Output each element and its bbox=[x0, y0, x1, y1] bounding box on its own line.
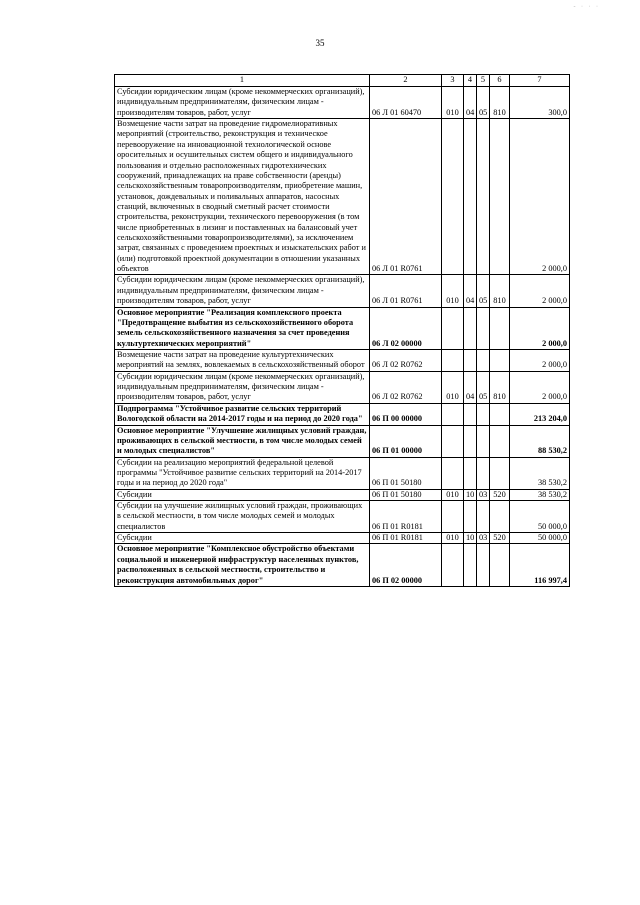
row-section-cell bbox=[464, 119, 477, 275]
row-amount-cell: 2 000,0 bbox=[510, 275, 570, 307]
row-expense-type-cell: 520 bbox=[490, 489, 510, 500]
row-expense-type-cell bbox=[490, 307, 510, 349]
row-code-cell: 06 П 00 00000 bbox=[370, 403, 442, 425]
table-row bbox=[115, 544, 570, 586]
header-col-1: 1 bbox=[115, 75, 370, 87]
row-ministry-cell bbox=[442, 403, 464, 425]
row-subsection-cell: 05 bbox=[477, 87, 490, 119]
row-section-cell: 04 bbox=[464, 275, 477, 307]
table-row bbox=[115, 403, 570, 425]
row-amount-cell: 50 000,0 bbox=[510, 533, 570, 544]
row-name-cell: Основное мероприятие "Улучшение жилищных условий граждан, проживающих в сельской местности, в том числе молодых семей и молодых специалистов" bbox=[115, 425, 370, 457]
row-code-cell: 06 Л 01 R0761 bbox=[370, 275, 442, 307]
row-section-cell bbox=[464, 457, 477, 489]
header-col-7: 7 bbox=[510, 75, 570, 87]
table-row bbox=[115, 533, 570, 544]
row-name-cell: Подпрограмма "Устойчивое развитие сельских территорий Вологодской области на 2014-2017 годы и на период до 2020 года" bbox=[115, 403, 370, 425]
table-row bbox=[115, 119, 570, 275]
row-code-cell: 06 Л 01 60470 bbox=[370, 87, 442, 119]
row-ministry-cell: 010 bbox=[442, 275, 464, 307]
row-code-cell: 06 П 01 R0181 bbox=[370, 501, 442, 533]
row-code-cell: 06 Л 01 R0761 bbox=[370, 119, 442, 275]
row-name-cell: Основное мероприятие "Комплексное обустройство объектами социальной и инженерной инфраструктур населенных пунктов, расположенных в сельской местности, строительство и реконструкция автомобильных дорог" bbox=[115, 544, 370, 586]
row-name-cell: Основное мероприятие "Реализация комплексного проекта "Предотвращение выбытия из сельскохозяйственного оборота земель сельскохозяйственного назначения за счет проведения культуртехнических мероприятий" bbox=[115, 307, 370, 349]
table-row bbox=[115, 87, 570, 119]
row-ministry-cell bbox=[442, 501, 464, 533]
row-code-cell: 06 П 01 R0181 bbox=[370, 533, 442, 544]
header-col-3: 3 bbox=[442, 75, 464, 87]
row-subsection-cell: 03 bbox=[477, 533, 490, 544]
table-row bbox=[115, 501, 570, 533]
row-subsection-cell bbox=[477, 501, 490, 533]
row-amount-cell: 38 530,2 bbox=[510, 457, 570, 489]
row-expense-type-cell bbox=[490, 403, 510, 425]
row-section-cell: 04 bbox=[464, 87, 477, 119]
row-code-cell: 06 П 01 00000 bbox=[370, 425, 442, 457]
row-subsection-cell: 05 bbox=[477, 275, 490, 307]
row-name-cell: Возмещение части затрат на проведение культуртехнических мероприятий на землях, вовлекаемых в сельскохозяйственный оборот bbox=[115, 349, 370, 371]
table-row bbox=[115, 489, 570, 500]
row-ministry-cell bbox=[442, 119, 464, 275]
row-code-cell: 06 П 02 00000 bbox=[370, 544, 442, 586]
row-code-cell: 06 Л 02 R0762 bbox=[370, 371, 442, 403]
row-ministry-cell bbox=[442, 307, 464, 349]
table-row bbox=[115, 275, 570, 307]
row-code-cell: 06 Л 02 R0762 bbox=[370, 349, 442, 371]
row-code-cell: 06 Л 02 00000 bbox=[370, 307, 442, 349]
row-section-cell bbox=[464, 349, 477, 371]
row-name-cell: Субсидии юридическим лицам (кроме некоммерческих организаций), индивидуальным предпринимателям, физическим лицам - производителям товаров, работ, услуг bbox=[115, 371, 370, 403]
row-ministry-cell bbox=[442, 349, 464, 371]
row-amount-cell: 88 530,2 bbox=[510, 425, 570, 457]
header-col-6: 6 bbox=[490, 75, 510, 87]
table-row bbox=[115, 349, 570, 371]
row-ministry-cell: 010 bbox=[442, 87, 464, 119]
row-amount-cell: 2 000,0 bbox=[510, 119, 570, 275]
row-code-cell: 06 П 01 50180 bbox=[370, 489, 442, 500]
row-section-cell: 10 bbox=[464, 533, 477, 544]
row-subsection-cell: 03 bbox=[477, 489, 490, 500]
header-col-2: 2 bbox=[370, 75, 442, 87]
table-row bbox=[115, 307, 570, 349]
row-amount-cell: 50 000,0 bbox=[510, 501, 570, 533]
row-expense-type-cell bbox=[490, 425, 510, 457]
row-expense-type-cell: 810 bbox=[490, 275, 510, 307]
row-ministry-cell: 010 bbox=[442, 371, 464, 403]
row-amount-cell: 300,0 bbox=[510, 87, 570, 119]
row-section-cell: 04 bbox=[464, 371, 477, 403]
corner-mark: - · · · bbox=[573, 4, 600, 10]
row-name-cell: Возмещение части затрат на проведение гидромелиоративных мероприятий (строительство, реконструкция и техническое перевооружение на инновационной технологической основе оросительных и осушительных систем общего и индивидуального пользования и отдельно расположенных гидротехнических сооружений, принадлежащих на праве собственности (аренды) сельскохозяйственным товаропроизводителям, приобретение машин, установок, дождевальных и поливальных аппаратов, насосных станций, включенных в сводный сметный расчет стоимости строительства, реконструкции, технического перевооружения (в том числе приобретенных в лизинг и поставленных на балансовый учет сельскохозяйственными товаропроизводителями), за исключением затрат, связанных с проведением проектных и изыскательских работ и (или) подготовкой проектной документации в отношении указанных объектов bbox=[115, 119, 370, 275]
row-expense-type-cell bbox=[490, 501, 510, 533]
row-subsection-cell bbox=[477, 544, 490, 586]
row-amount-cell: 38 530,2 bbox=[510, 489, 570, 500]
row-subsection-cell bbox=[477, 307, 490, 349]
row-ministry-cell bbox=[442, 544, 464, 586]
row-name-cell: Субсидии на реализацию мероприятий федеральной целевой программы "Устойчивое развитие сельских территорий на 2014-2017 годы и на период до 2020 года" bbox=[115, 457, 370, 489]
table-header-row bbox=[115, 75, 570, 87]
row-section-cell bbox=[464, 403, 477, 425]
row-expense-type-cell bbox=[490, 119, 510, 275]
row-expense-type-cell bbox=[490, 544, 510, 586]
row-name-cell: Субсидии юридическим лицам (кроме некоммерческих организаций), индивидуальным предпринимателям, физическим лицам - производителям товаров, работ, услуг bbox=[115, 87, 370, 119]
row-expense-type-cell: 520 bbox=[490, 533, 510, 544]
row-name-cell: Субсидии bbox=[115, 533, 370, 544]
row-name-cell: Субсидии bbox=[115, 489, 370, 500]
row-subsection-cell bbox=[477, 403, 490, 425]
row-amount-cell: 2 000,0 bbox=[510, 349, 570, 371]
row-ministry-cell: 010 bbox=[442, 533, 464, 544]
header-col-4: 4 bbox=[464, 75, 477, 87]
row-expense-type-cell bbox=[490, 349, 510, 371]
row-ministry-cell bbox=[442, 457, 464, 489]
row-subsection-cell: 05 bbox=[477, 371, 490, 403]
page-number: 35 bbox=[315, 38, 325, 48]
table-row bbox=[115, 457, 570, 489]
row-subsection-cell bbox=[477, 119, 490, 275]
row-code-cell: 06 П 01 50180 bbox=[370, 457, 442, 489]
row-section-cell bbox=[464, 544, 477, 586]
table-row bbox=[115, 371, 570, 403]
row-expense-type-cell: 810 bbox=[490, 87, 510, 119]
row-expense-type-cell: 810 bbox=[490, 371, 510, 403]
row-name-cell: Субсидии на улучшение жилищных условий граждан, проживающих в сельской местности, в том числе молодых семей и молодых специалистов bbox=[115, 501, 370, 533]
budget-table bbox=[114, 74, 570, 587]
row-amount-cell: 2 000,0 bbox=[510, 371, 570, 403]
table-row bbox=[115, 425, 570, 457]
row-expense-type-cell bbox=[490, 457, 510, 489]
row-section-cell: 10 bbox=[464, 489, 477, 500]
row-name-cell: Субсидии юридическим лицам (кроме некоммерческих организаций), индивидуальным предпринимателям, физическим лицам - производителям товаров, работ, услуг bbox=[115, 275, 370, 307]
row-section-cell bbox=[464, 501, 477, 533]
row-amount-cell: 213 204,0 bbox=[510, 403, 570, 425]
row-ministry-cell: 010 bbox=[442, 489, 464, 500]
row-subsection-cell bbox=[477, 457, 490, 489]
row-amount-cell: 2 000,0 bbox=[510, 307, 570, 349]
row-amount-cell: 116 997,4 bbox=[510, 544, 570, 586]
header-col-5: 5 bbox=[477, 75, 490, 87]
row-subsection-cell bbox=[477, 425, 490, 457]
row-section-cell bbox=[464, 425, 477, 457]
row-ministry-cell bbox=[442, 425, 464, 457]
row-section-cell bbox=[464, 307, 477, 349]
row-subsection-cell bbox=[477, 349, 490, 371]
